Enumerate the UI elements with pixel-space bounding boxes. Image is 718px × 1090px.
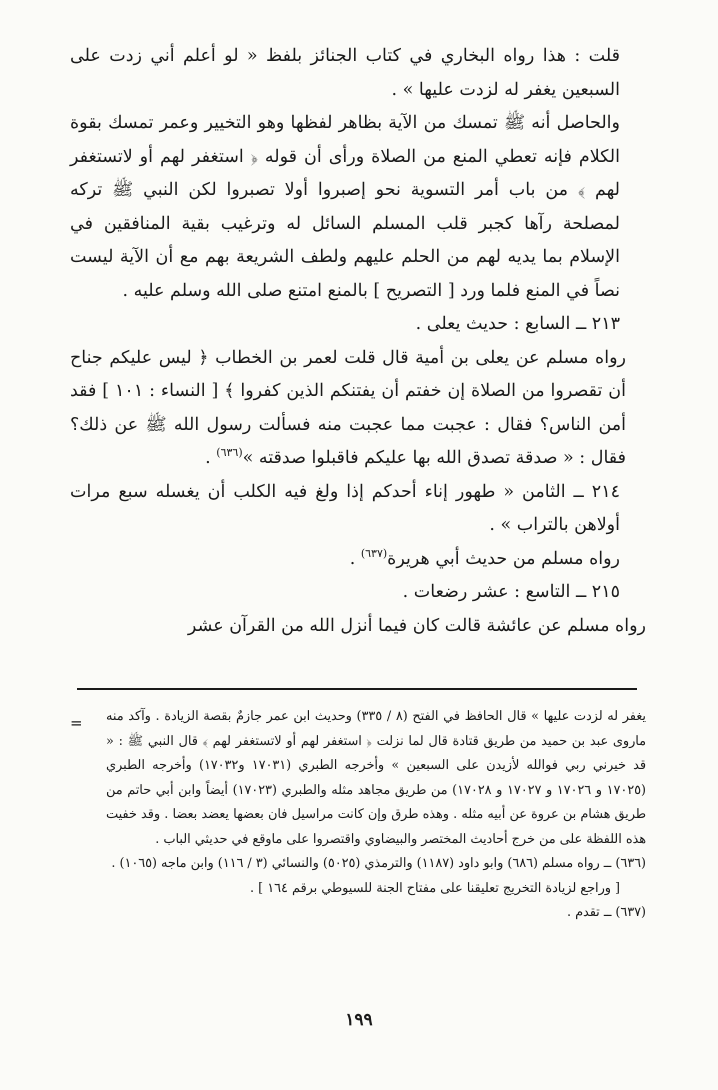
footnote-continuation [70,705,646,852]
period-636: . [205,448,217,468]
heading-214: ٢١٤ ــ الثامن « طهور إناء أحدكم إذا ولغ فيه الكلب أن يغسله سبع مرات أولاهن بالتراب » . [70,481,620,535]
heading-213: ٢١٣ ــ السابع : حديث يعلى . [415,314,620,334]
hadith-213-text: رواه مسلم عن يعلى بن أمية قال قلت لعمر بن الخطاب ﴿ ليس عليكم جناح أن تقصروا من الصلاة إن خفتم أن يفتنكم الذين كفروا ﴾ [ النساء : ١٠١ ] فقد أمن الناس؟ فقال : عجبت مما عجبت منه فسألت رسول الله ﷺ عن ذلك؟ فقال : « صدقة تصدق الله بها عليكم فاقبلوا صدقته » [70,347,627,468]
footnote-ref-637: (٦٣٧) [360,546,388,560]
heading-215: ٢١٥ ــ التاسع : عشر رضعات . [402,582,620,602]
footnote-continuation-text: يغفر له لزدت عليها » قال الحافظ في الفتح (٨ / ٣٣٥) وحديث ابن عمر جازمٌ بقصة الزيادة . وآكد منه ماروى عبد بن حميد من طريق قتادة قال لما نزلت ﴿ استغفر لهم أو لاتستغفر لهم ﴾ قال النبي ﷺ : « قد خيرني ربي فوالله لأزيدن على السبعين » وأخرجه الطبري (١٧٠٣١ و١٧٠٣٢) وأخرجه الطبري (١٧٠٢٥ و ١٧٠٢٦ و ١٧٠٢٧ و ١٧٠٢٨) من طريق مجاهد مثله والطبري (١٧٠٢٣) أيضاً وابن أبي حاتم من طريق هشام بن عروة عن أبيه مثله . وهذه طرق وإن كانت مراسيل فان بعضها يعضد بعضا . وقد خفيت هذه اللفظة على من خرج أحاديث المختصر والبيضاوي واقتصروا على ماوقع في حديثي الباب . [106,709,646,847]
footnote-ref-636: (٦٣٦) [216,446,243,460]
paragraph-hadith-214 [70,543,646,577]
continuation-mark: = [70,714,83,732]
period-637: . [349,548,361,569]
footnote-divider [77,688,637,690]
paragraph-hadith-213 [70,342,646,476]
hadith-214-source: رواه مسلم من حديث أبي هريرة [387,548,620,569]
paragraph-hadith-215: رواه مسلم عن عائشة قالت كان فيما أنزل الله من القرآن عشر [187,615,646,636]
footnote-637: (٦٣٧) ــ تقدم . [566,905,646,920]
footnotes [70,705,646,926]
footnote-636-extra: [ وراجع لزيادة التخريج تعليقنا على مفتاح الجنة للسيوطي برقم ١٦٤ ] . [250,880,620,896]
main-text [70,40,646,643]
page-number: ١٩٩ [345,1010,373,1030]
footnote-636: (٦٣٦) ــ رواه مسلم (٦٨٦) وابو داود (١١٨٧) والترمذي (٥٠٢٥) والنسائي (٣ / ١١٦) وابن ماجه (١٠٦٥) . [111,856,646,871]
paragraph-2: والحاصل أنه ﷺ تمسك من الآية بظاهر لفظها وهو التخيير وعمر تمسك بقوة الكلام فإنه تعطي المنع من الصلاة ورأى أن قوله ﴿ استغفر لهم أو لاتستغفر لهم ﴾ من باب أمر التسوية نحو إصبروا أولا تصبروا لكن النبي ﷺ تركه لمصلحة رآها كجبر قلب المسلم السائل له وترغيب بقية المنافقين في الإسلام بما يديه لهم من الحلم عليهم ولطف الشريعة بهم مع أن الآية ليست نصاً في المنع فلما ورد [ التصريح ] بالمنع امتنع صلى الله وسلم عليه . [70,113,620,301]
paragraph-1: قلت : هذا رواه البخاري في كتاب الجنائز بلفظ « لو أعلم أني زدت على السبعين يغفر له لزدت عليها » . [70,46,620,100]
